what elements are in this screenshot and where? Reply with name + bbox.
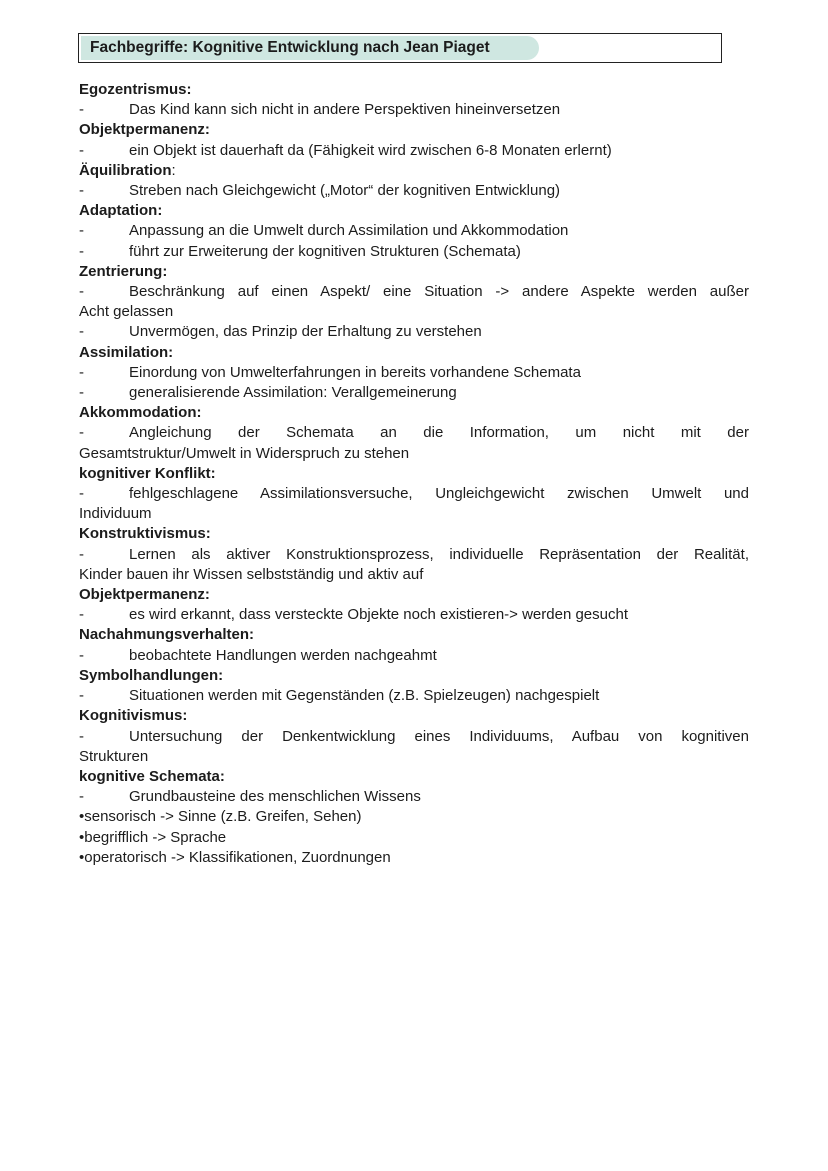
term-heading [79, 161, 749, 181]
page-title: Fachbegriffe: Kognitive Entwicklung nach Jean Piaget [90, 39, 490, 56]
dash-marker: - [79, 788, 84, 806]
definition-text: Streben nach Gleichgewicht („Motor“ der kognitiven Entwicklung) [129, 182, 561, 200]
term-heading [79, 666, 749, 686]
bullet-item: •begrifflich -> Sprache [79, 828, 227, 846]
definition-text: es wird erkannt, dass versteckte Objekte noch existieren-> werden gesucht [129, 606, 628, 624]
dash-marker: - [79, 606, 84, 624]
definition-continuation: Individuum [79, 505, 152, 523]
definition-line [79, 181, 749, 201]
definition-continuation: Kinder bauen ihr Wissen selbstständig und aktiv auf [79, 565, 424, 583]
definition-line [79, 727, 749, 747]
definition-text: ein Objekt ist dauerhaft da (Fähigkeit wird zwischen 6-8 Monaten erlernt) [129, 141, 612, 159]
definition-line [79, 242, 749, 262]
dash-marker: - [79, 283, 84, 301]
term-label: Zentrierung: [79, 262, 168, 280]
term-label: kognitiver Konflikt: [79, 464, 216, 482]
definition-text: Untersuchung der Denkentwicklung eines Individuums, Aufbau von kognitiven [129, 727, 749, 745]
definition-line [79, 221, 749, 241]
definition-continuation: Gesamtstruktur/Umwelt in Widerspruch zu stehen [79, 444, 410, 462]
definition-text: Lernen als aktiver Konstruktionsprozess, individuelle Repräsentation der Realität, [129, 545, 749, 563]
definition-line [79, 484, 749, 504]
dash-marker: - [79, 363, 84, 381]
term-label: Kognitivismus: [79, 707, 188, 725]
definition-continuation: Acht gelassen [79, 303, 174, 321]
definition-text: beobachtete Handlungen werden nachgeahmt [129, 646, 437, 664]
definition-text: Situationen werden mit Gegenständen (z.B. Spielzeugen) nachgespielt [129, 687, 600, 705]
term-heading [79, 120, 749, 140]
definition-line [79, 545, 749, 565]
definition-line [79, 363, 749, 383]
definition-line [79, 141, 749, 161]
term-label: Akkommodation: [79, 404, 202, 422]
definition-text: fehlgeschlagene Assimilationsversuche, Ungleichgewicht zwischen Umwelt und [129, 485, 749, 503]
dash-marker: - [79, 101, 84, 119]
dash-marker: - [79, 242, 84, 260]
term-label: Egozentrismus: [79, 81, 192, 98]
term-heading [79, 343, 749, 363]
dash-marker: - [79, 727, 84, 745]
definition-line [79, 686, 749, 706]
definition-text: führt zur Erweiterung der kognitiven Strukturen (Schemata) [129, 242, 521, 260]
dash-marker: - [79, 141, 84, 159]
term-heading [79, 706, 749, 726]
dash-marker: - [79, 687, 84, 705]
term-heading [79, 767, 749, 787]
dash-marker: - [79, 222, 84, 240]
definition-line [79, 282, 749, 302]
glossary-content [79, 80, 749, 868]
term-heading [79, 201, 749, 221]
term-label: Nachahmungsverhalten: [79, 626, 255, 644]
definition-line [79, 423, 749, 443]
definition-line [79, 646, 749, 666]
dash-marker: - [79, 545, 84, 563]
definition-line [79, 100, 749, 120]
definition-text: Anpassung an die Umwelt durch Assimilation und Akkommodation [129, 222, 569, 240]
dash-marker: - [79, 384, 84, 402]
term-heading [79, 403, 749, 423]
dash-marker: - [79, 424, 84, 442]
term-suffix: : [171, 161, 176, 179]
term-label: Objektpermanenz: [79, 121, 210, 139]
definition-text: generalisierende Assimilation: Verallgemeinerung [129, 384, 457, 402]
definition-line [79, 787, 749, 807]
term-heading [79, 262, 749, 282]
term-label: Assimilation: [79, 343, 174, 361]
term-heading [79, 464, 749, 484]
term-heading [79, 80, 749, 100]
term-label: kognitive Schemata: [79, 767, 225, 785]
bullet-item: •operatorisch -> Klassifikationen, Zuordnungen [79, 848, 391, 866]
dash-marker: - [79, 646, 84, 664]
term-label: Konstruktivismus: [79, 525, 211, 543]
definition-text: Angleichung der Schemata an die Information, um nicht mit der [129, 424, 749, 442]
definition-text: Grundbausteine des menschlichen Wissens [129, 788, 421, 806]
term-label: Objektpermanenz: [79, 586, 210, 604]
term-label: Symbolhandlungen: [79, 666, 224, 684]
definition-text: Unvermögen, das Prinzip der Erhaltung zu verstehen [129, 323, 482, 341]
definition-text: Beschränkung auf einen Aspekt/ eine Situation -> andere Aspekte werden außer [129, 283, 749, 301]
bullet-item: •sensorisch -> Sinne (z.B. Greifen, Sehen) [79, 808, 362, 826]
title-box [78, 33, 722, 63]
definition-continuation: Strukturen [79, 747, 149, 765]
term-label: Äquilibration [79, 161, 172, 179]
term-heading [79, 524, 749, 544]
definition-line [79, 322, 749, 342]
dash-marker: - [79, 485, 84, 503]
definition-text: Das Kind kann sich nicht in andere Perspektiven hineinversetzen [129, 101, 561, 119]
definition-line [79, 605, 749, 625]
dash-marker: - [79, 182, 84, 200]
term-heading [79, 625, 749, 645]
term-heading [79, 585, 749, 605]
dash-marker: - [79, 323, 84, 341]
definition-text: Einordung von Umwelterfahrungen in bereits vorhandene Schemata [129, 363, 581, 381]
definition-line [79, 383, 749, 403]
term-label: Adaptation: [79, 202, 163, 220]
